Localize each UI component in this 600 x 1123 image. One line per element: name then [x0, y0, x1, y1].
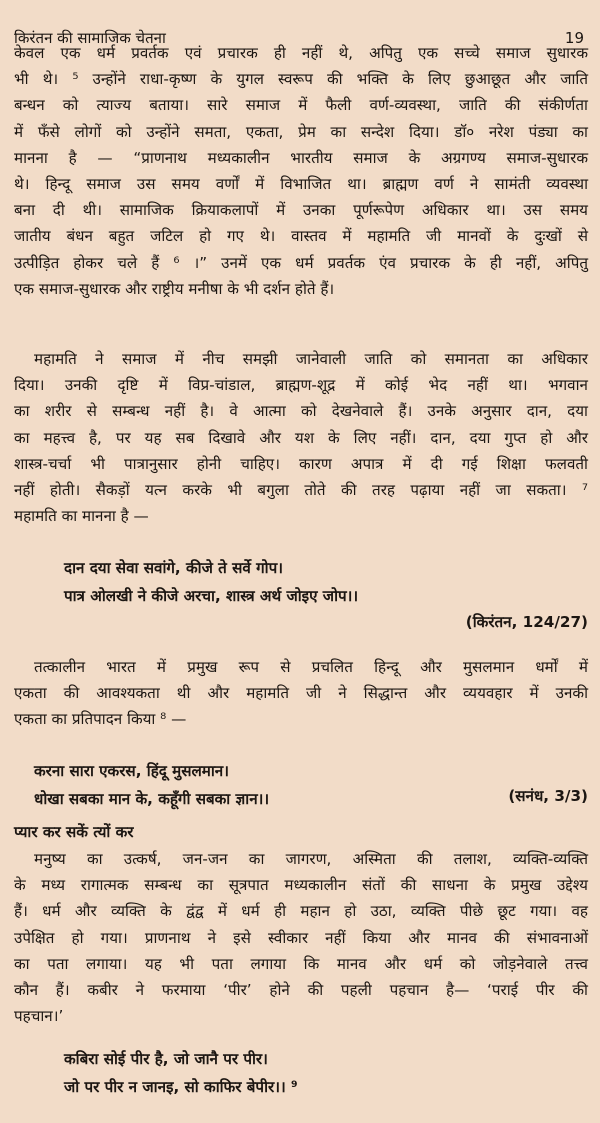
text-line: में फँसे लोगों को उन्होंने समता, एकता, प्रेम का सन्देश दिया। डॉ० नरेश पंड्या का [14, 122, 588, 141]
text-line: एकता का प्रतिपादन किया ⁸ — [14, 710, 187, 729]
paragraph-1 [14, 40, 588, 302]
text-line: का महत्त्व है, पर यह सब दिखावे और यश के लिए नहीं। दान, दया गुप्त हो और [14, 428, 588, 447]
page-number: 19 [564, 29, 584, 47]
text-line: उपेक्षित हो गया। प्राणनाथ ने इसे स्वीकार नहीं किया और मानव की संभावनाओं [14, 928, 588, 947]
text-line: कौन हैं। कबीर ने फरमाया ‘पीर’ होने की पहली पहचान है— ‘पराई पीर की [14, 981, 588, 1000]
running-title: किरंतन की सामाजिक चेतना [14, 29, 166, 47]
verse-1-line-2: पात्र ओलखी ने कीजे अरचा, शास्त्र अर्थ जोइए जोप।। [64, 587, 359, 605]
text-line: उत्पीड़ित होकर चले हैं ⁶ ।” उनमें एक धर्म प्रवर्तक एंव प्रचारक के ही नहीं, अपितु [14, 253, 588, 272]
text-line: का शरीर से सम्बन्ध नहीं है। वे आत्मा को देखनेवाले हैं। उनके अनुसार दान, दया [14, 402, 588, 421]
text-line: मनुष्य का उत्कर्ष, जन-जन का जागरण, अस्मिता की तलाश, व्यक्ति-व्यक्ति [34, 850, 588, 868]
text-line: का पता लगाया। यह भी पता लगाया कि मानव और धर्म को जोड़नेवाले तत्त्व [14, 954, 588, 973]
text-line: थे। हिन्दू समाज उस समय वर्णों में विभाजित था। ब्राह्मण वर्ण ने सामंती व्यवस्था [14, 175, 588, 194]
text-line: जातीय बंधन बहुत जटिल हो गए थे। वास्तव में महामति जी मानवों के दुःखों से [14, 227, 588, 246]
verse-3-line-1: कबिरा सोई पीर है, जो जानै पर पीर। [64, 1050, 268, 1068]
text-line: मानना है — “प्राणनाथ मध्यकालीन भारतीय समाज के अग्रगण्य समाज-सुधारक [14, 148, 588, 167]
text-line: भी थे। ⁵ उन्होंने राधा-कृष्ण के युगल स्वरूप की भक्ति के लिए छुआछूत और जाति [14, 70, 588, 89]
paragraph-3 [14, 654, 588, 733]
text-line: के मध्य रागात्मक सम्बन्ध का सूत्रपात मध्यकालीन संतों की साधना के प्रमुख उद्देश्य [14, 876, 588, 895]
verse-2-source: (सनंध, 3/3) [508, 787, 588, 805]
verse-1-line-1: दान दया सेवा सवांगे, कीजे ते सर्वे गोप। [64, 559, 283, 577]
section-heading: प्यार कर सकें त्यों कर [14, 823, 134, 841]
paragraph-4 [14, 846, 588, 1029]
verse-2-line-1: करना सारा एकरस, हिंदू मुसलमान। [34, 762, 229, 780]
text-line: शास्त्र-चर्चा भी पात्रानुसार होनी चाहिए। कारण अपात्र में दी गई शिक्षा फलवती [14, 454, 588, 473]
text-line: एक समाज-सुधारक और राष्ट्रीय मनीषा के भी दर्शन होते हैं। [14, 279, 335, 298]
text-line: हैं। धर्म और व्यक्ति के द्वंद्व में धर्म ही महान हो उठा, व्यक्ति पीछे छूट गया। वह [14, 902, 588, 921]
text-line: महामति का मानना है — [14, 507, 149, 526]
text-line: पहचान।’ [14, 1007, 64, 1026]
text-line: दिया। उनकी दृष्टि में विप्र-चांडाल, ब्राह्मण-शूद्र में कोई भेद नहीं था। भगवान [14, 376, 588, 395]
text-line: नहीं होती। सैकड़ों यत्न करके भी बगुला तोते की तरह पढ़ाया नहीं जा सकता। ⁷ [14, 481, 588, 500]
text-line: एकता की आवश्यकता थी और महामति जी ने सिद्धान्त और व्ययवहार में उनकी [14, 684, 588, 703]
text-line: केवल एक धर्म प्रवर्तक एवं प्रचारक ही नहीं थे, अपितु एक सच्चे समाज सुधारक [14, 44, 588, 62]
text-line: बन्धन को त्याज्य बताया। सारे समाज में फैली वर्ण-व्यवस्था, जाति की संकीर्णता [14, 96, 588, 115]
paragraph-2 [14, 346, 588, 529]
text-line: महामति ने समाज में नीच समझी जानेवाली जाति को समानता का अधिकार [34, 350, 588, 368]
verse-3-line-2: जो पर पीर न जानइ, सो काफिर बेपीर।। ⁹ [64, 1078, 298, 1096]
verse-1-source: (किरंतन, 124/27) [465, 613, 588, 631]
text-line: तत्कालीन भारत में प्रमुख रूप से प्रचलित हिन्दू और मुसलमान धर्मों में [34, 658, 588, 676]
text-line: बना दी थी। सामाजिक क्रियाकलापों में उनका पूर्णरूपेण अधिकार था। उस समय [14, 201, 588, 220]
verse-2-line-2: धोखा सबका मान के, कहूँगी सबका ज्ञान।। [34, 790, 270, 808]
